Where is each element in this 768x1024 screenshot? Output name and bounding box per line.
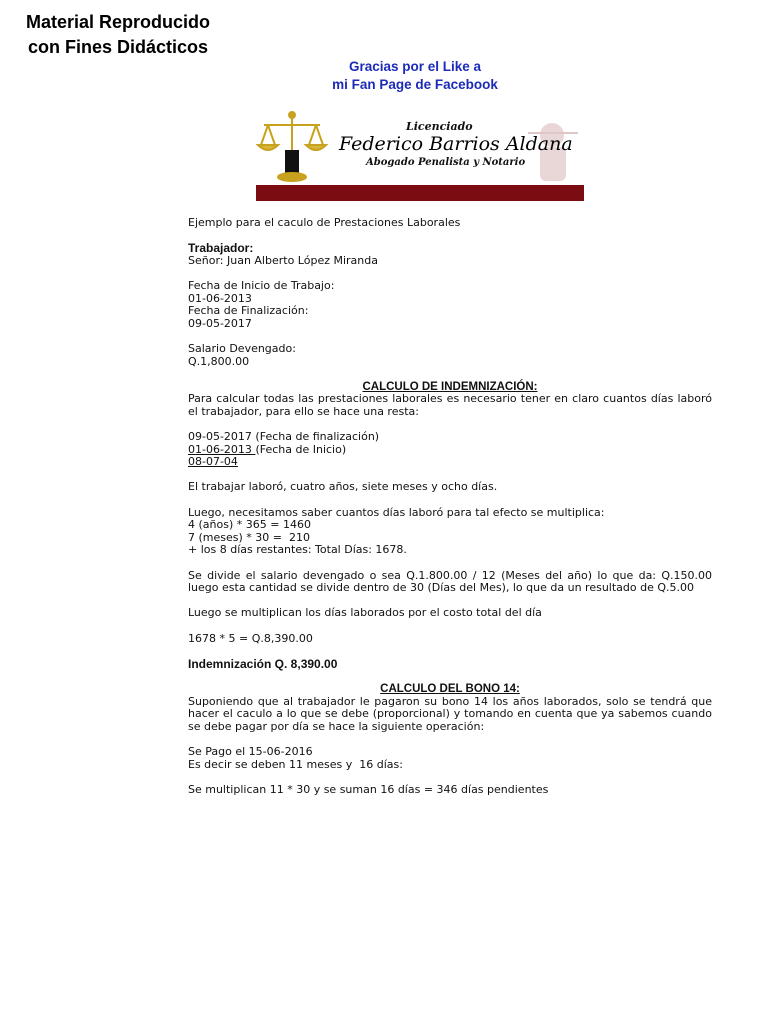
start-date: 01-06-2013 (188, 291, 252, 305)
lawyer-banner (256, 105, 584, 201)
indemnization-total: Indemnización Q. 8,390.00 (188, 656, 338, 671)
scales-of-justice-icon (258, 112, 326, 181)
banner-title: Licenciado (406, 120, 473, 133)
subtraction-start-label: (Fecha de Inicio) (255, 442, 347, 456)
salary-value: Q.1,800.00 (188, 354, 250, 368)
pending-days: Se multiplican 11 * 30 y se suman 16 días = 346 días pendientes (188, 782, 549, 796)
banner-bar (256, 185, 584, 201)
paid-on: Se Pago el 15-06-2016 (188, 744, 313, 758)
subtraction-result: 08-07-04 (188, 455, 238, 469)
watermark-line-1: Material Reproducido (25, 12, 211, 32)
watermark-text (18, 10, 218, 60)
subtraction-line-1: 09-05-2017 (Fecha de finalización) (188, 430, 380, 444)
facebook-like-message (250, 58, 580, 94)
banner-name: Federico Barrios Aldana (339, 133, 573, 155)
indemnization-paragraph: Para calcular todas las prestaciones laborales es necesario tener en claro cuantos días laboró el trabajador, para ello se hace una resta: (188, 392, 712, 418)
subtraction-start-date: 01-06-2013 (188, 442, 256, 456)
multiply-months: 7 (meses) * 30 = 210 (188, 530, 310, 544)
worker-label: Trabajador: (188, 241, 254, 256)
multiply-intro: Luego, necesitamos saber cuantos días laboró para tal efecto se multiplica: (188, 505, 605, 519)
multiply-total: + los 8 días restantes: Total Días: 1678. (188, 543, 407, 557)
end-date: 09-05-2017 (188, 316, 252, 330)
like-line-1: Gracias por el Like a (348, 59, 482, 74)
like-line-2: mi Fan Page de Facebook (332, 77, 498, 92)
start-label: Fecha de Inicio de Trabajo: (188, 278, 335, 292)
subtraction-line-2 (188, 444, 712, 457)
divide-paragraph: Se divide el salario devengado o sea Q.1.800.00 / 12 (Meses del año) lo que da: Q.150.00 luego esta cantidad se divide dentro de 30 (Días del Mes), lo que da un resultado de Q.5.00 (188, 568, 712, 595)
indemnization-header: CALCULO DE INDEMNIZACIÓN: (362, 380, 538, 393)
bono-paragraph: Suponiendo que al trabajador le pagaron su bono 14 los años laborados, solo se tendrá que hacer el caculo a lo que se debe (proporcional) y tomando en cuenta que ya sabemos cuando se debe pagar por día se hace la siguiente operación: (188, 694, 712, 733)
multiply-days-intro: Luego se multiplican los días laborados por el costo total del día (188, 606, 542, 620)
watermark-line-2: con Fines Didácticos (27, 37, 209, 57)
owed-months-days: Es decir se deben 11 meses y 16 días: (188, 757, 403, 771)
intro-line: Ejemplo para el caculo de Prestaciones Laborales (188, 216, 461, 229)
multiply-years: 4 (años) * 365 = 1460 (188, 518, 311, 532)
worker-name: Señor: Juan Alberto López Miranda (188, 253, 378, 267)
multiply-days-calc: 1678 * 5 = Q.8,390.00 (188, 631, 313, 645)
salary-label: Salario Devengado: (188, 341, 296, 355)
bono-header: CALCULO DEL BONO 14: (380, 682, 520, 695)
worked-summary: El trabajar laboró, cuatro años, siete meses y ocho días. (188, 480, 498, 494)
document-body (188, 217, 712, 796)
banner-subtitle: Abogado Penalista y Notario (366, 157, 526, 168)
end-label: Fecha de Finalización: (188, 304, 309, 318)
